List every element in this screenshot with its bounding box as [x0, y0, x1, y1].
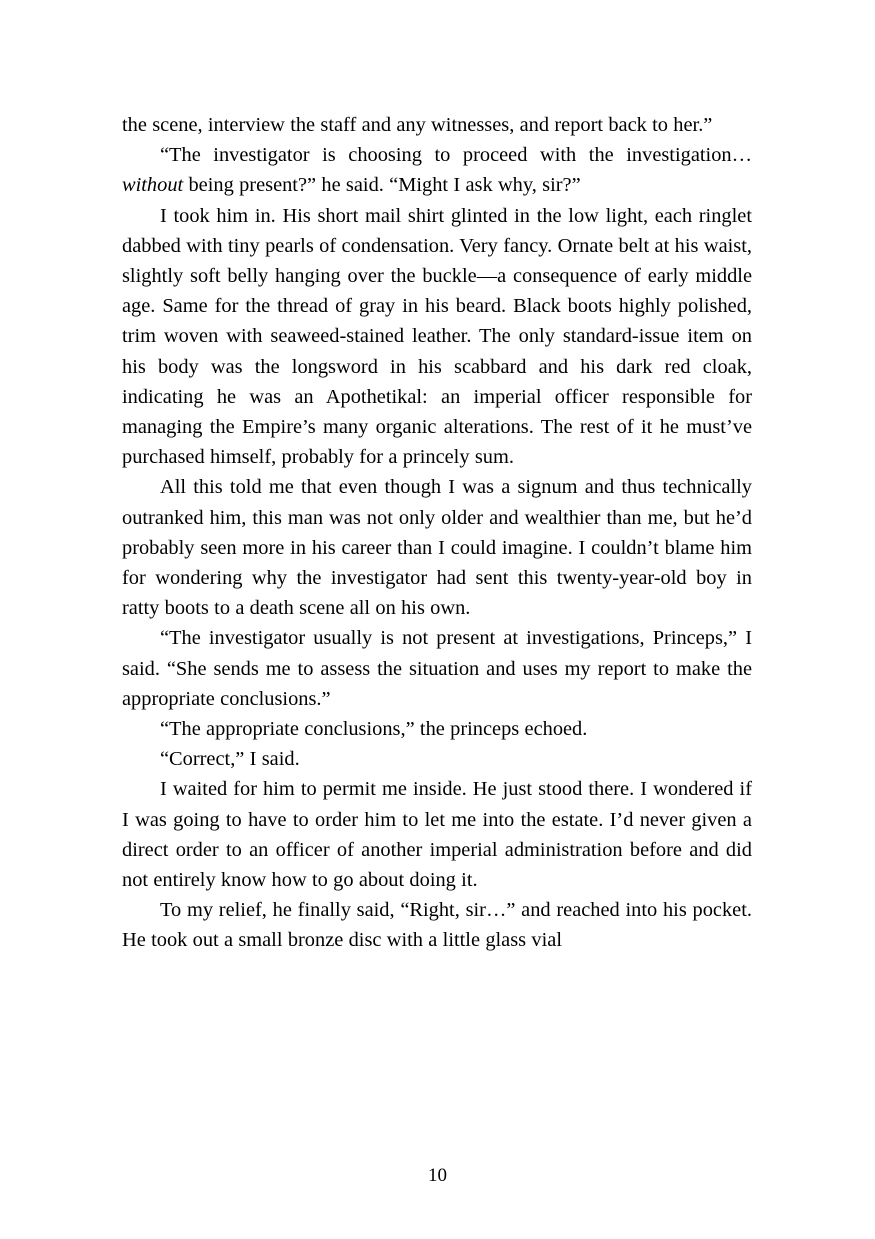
paragraph-1: the scene, interview the staff and any witnesses, and report back to her.” [122, 114, 713, 136]
paragraph-6: “The appropriate conclusions,” the princeps echoed. [160, 718, 588, 741]
paragraph-2-text-after-italic: being present?” he said. “Might I ask why, sir?” [183, 174, 581, 197]
paragraph-4: All this told me that even though I was a signum and thus technically outranked him, this man was not only older and wealthier than me, but he’d probably seen more in his career than I could imagine. I couldn’t blame him for wondering why the investigator had sent this twenty-year-old boy in ratty boots to a death scene all on his own. [122, 476, 752, 620]
page-number: 10 [428, 1165, 447, 1186]
paragraph-2-italic-emphasis: without [122, 174, 184, 197]
page-text-block [122, 110, 752, 956]
paragraph-2 [122, 140, 752, 200]
paragraph-5: “The investigator usually is not present at investigations, Princeps,” I said. “She sends me to assess the situation and uses my report to make the appropriate conclusions.” [122, 627, 752, 710]
paragraph-3: I took him in. His short mail shirt glinted in the low light, each ringlet dabbed with tiny pearls of condensation. Very fancy. Ornate belt at his waist, slightly soft belly hanging over the buckle—a consequence of early middle age. Same for the thread of gray in his beard. Black boots highly polished, trim woven with seaweed-stained leather. The only standard-issue item on his body was the longsword in his scabbard and his dark red cloak, indicating he was an Apothetikal: an imperial officer responsible for managing the Empire’s many organic alterations. The rest of it he must’ve purchased himself, probably for a princely sum. [122, 204, 752, 469]
paragraph-9: To my relief, he finally said, “Right, sir…” and reached into his pocket. He took out a small bronze disc with a little glass vial [122, 899, 752, 952]
paragraph-8: I waited for him to permit me inside. He just stood there. I wondered if I was going to have to order him to let me into the estate. I’d never given a direct order to an officer of another imperial administration before and did not entirely know how to go about doing it. [122, 778, 752, 892]
paragraph-7: “Correct,” I said. [160, 748, 300, 771]
paragraph-2-text-before-italic: “The investigator is choosing to proceed with the investigation… [160, 144, 752, 167]
